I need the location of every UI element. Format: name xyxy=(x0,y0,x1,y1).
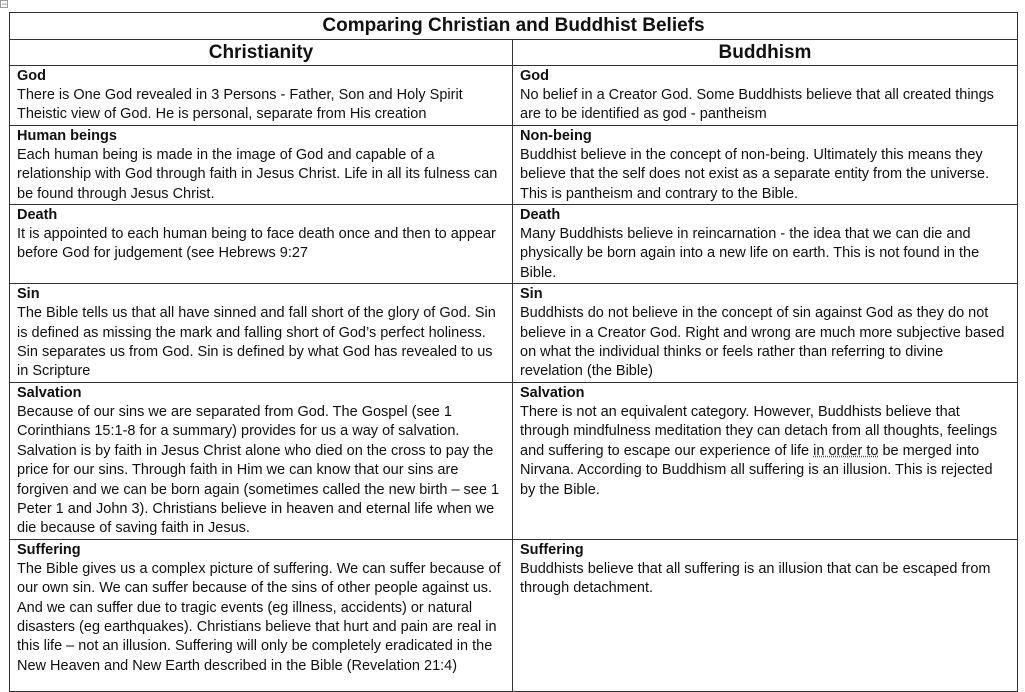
table-row-god xyxy=(10,66,1018,126)
cell-heading: Salvation xyxy=(17,384,82,401)
christianity-cell[interactable] xyxy=(10,125,513,204)
christianity-cell[interactable] xyxy=(10,66,513,126)
cell-heading: Suffering xyxy=(520,541,584,558)
table-row-death xyxy=(10,205,1018,284)
cell-body: Because of our sins we are separated from God. The Gospel (see 1 Corinthians 15:1-8 for a summary) provides for us a way of salvation. Salvation is by faith in Jesus Christ alone who died on the cross to pay the price for our sins. Through faith in Him we can know that our sins are forgiven and we can be born again (sometimes called the new birth – see 1 Peter 1 and John 3). Christians believe in heaven and eternal life when we die because of saving faith in Jesus. xyxy=(17,403,500,537)
cell-body xyxy=(520,403,1010,500)
comparison-table xyxy=(9,12,1018,692)
cell-body: Buddhist believe in the concept of non-being. Ultimately this means they believe that the self does not exist as a separate entity from the universe. This is pantheism and contrary to the Bible. xyxy=(520,146,990,202)
table-row-salvation xyxy=(10,382,1018,539)
cell-heading: Suffering xyxy=(17,541,81,558)
body-text: There is not an equivalent category. However, Buddhists believe that through mindfulness meditation they can detach from all thoughts, feelings and suffering to escape our experience of life xyxy=(520,403,998,459)
cell-body: Many Buddhists believe in reincarnation - the idea that we can die and physically be born again into a new life on earth. This is not found in the Bible. xyxy=(520,226,980,281)
body-text: be merged into Nirvana. According to Buddhism all suffering is an illusion. This is rejected by the Bible. xyxy=(520,442,993,498)
buddhism-cell[interactable] xyxy=(513,382,1018,539)
cell-heading: Death xyxy=(17,207,58,224)
buddhism-cell[interactable] xyxy=(513,284,1018,383)
cell-heading: Salvation xyxy=(520,384,585,401)
cell-body: Buddhists do not believe in the concept of sin against God as they do not believe in a Creator God. Right and wrong are much more subjective based on what the individual thinks or feels rather than referring to divine revelation (the Bible) xyxy=(520,305,1005,380)
cell-heading: Sin xyxy=(520,286,543,303)
christianity-cell[interactable] xyxy=(10,539,513,691)
cell-body: Buddhists believe that all suffering is an illusion that can be escaped from through detachment. xyxy=(520,560,991,597)
buddhism-cell[interactable] xyxy=(513,66,1018,126)
title-row xyxy=(10,13,1018,40)
table-row-sin xyxy=(10,284,1018,383)
cell-heading: Non-being xyxy=(520,127,592,144)
table-row-human-beings xyxy=(10,125,1018,204)
christianity-cell[interactable] xyxy=(10,382,513,539)
buddhism-cell[interactable] xyxy=(513,205,1018,284)
cell-heading: Sin xyxy=(17,286,40,303)
cell-heading: God xyxy=(520,68,549,84)
christianity-cell[interactable] xyxy=(10,205,513,284)
buddhism-cell[interactable] xyxy=(513,539,1018,691)
cell-heading: God xyxy=(17,68,46,84)
cell-body: The Bible gives us a complex picture of suffering. We can suffer because of our own sin. We can suffer because of the sins of other people against us. And we can suffer due to tragic events (eg illness, accidents) or natural disasters (eg earthquakes). Christians believe that hurt and pain are real in this life – not an illusion. Suffering will only be completely eradicated in the New Heaven and New Earth described in the Bible (Revelation 21:4) xyxy=(17,560,501,674)
cell-body: The Bible tells us that all have sinned and fall short of the glory of God. Sin is defined as missing the mark and falling short of God’s perfect holiness. Sin separates us from God. Sin is defined by what God has revealed to us in Scripture xyxy=(17,305,496,380)
christianity-cell[interactable] xyxy=(10,284,513,383)
buddhism-cell[interactable] xyxy=(513,125,1018,204)
cell-body: It is appointed to each human being to face death once and then to appear before God for judgement (see Hebrews 9:27 xyxy=(17,226,496,262)
cell-heading: Human beings xyxy=(17,127,117,144)
column-header-christianity: Christianity xyxy=(10,40,513,66)
grammar-flagged-phrase[interactable]: in order to xyxy=(813,442,879,459)
table-row-suffering xyxy=(10,539,1018,691)
table-move-handle-icon[interactable]: ⇔ xyxy=(1,1,8,8)
cell-body: Each human being is made in the image of God and capable of a relationship with God through faith in Jesus Christ. Life in all its fulness can be found through Jesus Christ. xyxy=(17,146,498,202)
table-title: Comparing Christian and Buddhist Beliefs xyxy=(10,13,1018,40)
column-header-buddhism: Buddhism xyxy=(513,40,1018,66)
cell-heading: Death xyxy=(520,207,561,224)
cell-body: No belief in a Creator God. Some Buddhists believe that all created things are to be identified as god - pantheism xyxy=(520,87,994,123)
cell-body: There is One God revealed in 3 Persons - Father, Son and Holy Spirit Theistic view of God. He is personal, separate from His creation xyxy=(17,87,463,123)
column-header-row xyxy=(10,40,1018,66)
